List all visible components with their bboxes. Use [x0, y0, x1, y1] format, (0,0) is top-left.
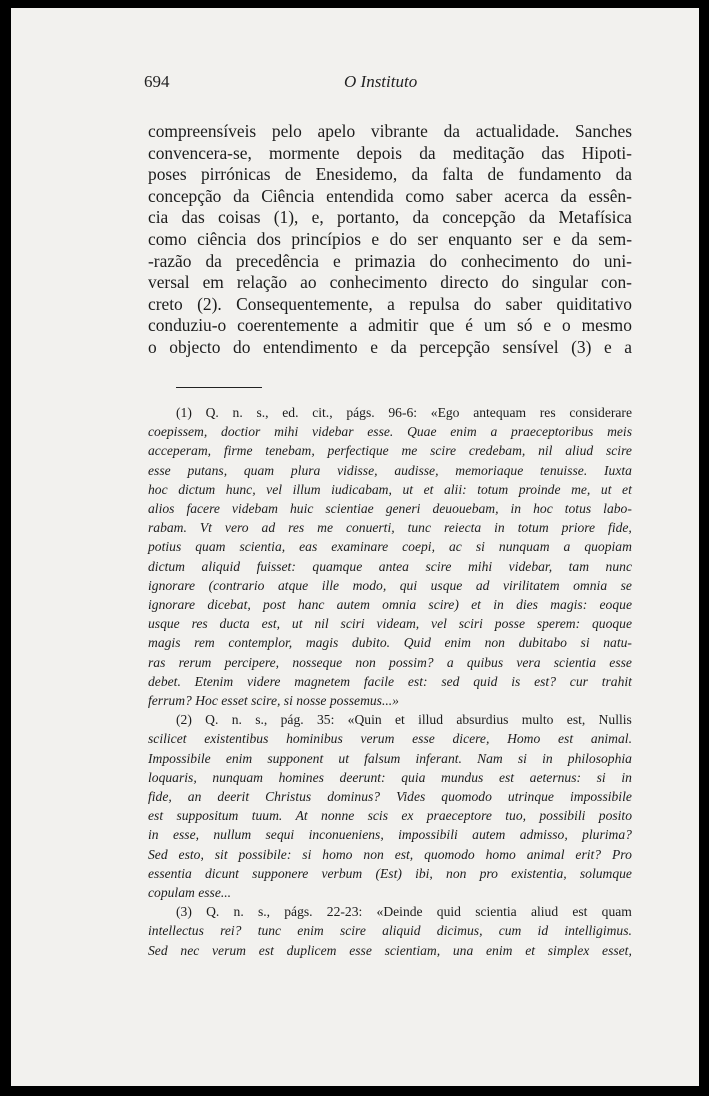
body-line: concepção da Ciência entendida como saber acerca da essên-: [148, 185, 632, 206]
footnote-line: copulam esse...: [148, 885, 232, 901]
body-line: como ciência dos princípios e do ser enquanto ser e da sem-: [148, 228, 632, 249]
footnote-line: ferrum? Hoc esset scire, si nosse possemus...»: [148, 693, 399, 709]
footnote-line: debet. Etenim videre magnetem facile est: sed quid is est? cur trahit: [148, 673, 632, 689]
footnote-line: acceperam, firme tenebam, perfectique me scire credebam, nil aliud scire: [148, 443, 632, 459]
footnote-line: (3) Q. n. s., págs. 22-23: «Deinde quid scientia aliud est quam: [176, 904, 632, 920]
footnote-line: Impossibile enim supponent ut falsum inferant. Nam si in philosophia: [148, 750, 632, 766]
footnote-line: magis rem contemplor, magis dubito. Quid enim non dubitabo si natu-: [148, 635, 632, 651]
body-line: versal em relação ao conhecimento directo do singular con-: [148, 272, 632, 293]
body-line: creto (2). Consequentemente, a repulsa do saber quiditativo: [148, 293, 632, 314]
footnote-1: [148, 403, 632, 710]
book-page: [11, 8, 699, 1086]
footnote-line: in esse, nullum sequi inconueniens, impossibili autem admisso, plurima?: [148, 827, 632, 843]
footnote-line: intellectus rei? tunc enim scire aliquid dicimus, cum id intelligimus.: [148, 923, 632, 939]
footnote-line: (2) Q. n. s., pág. 35: «Quin et illud absurdius multo est, Nullis: [176, 712, 632, 728]
footnote-3: [148, 902, 632, 960]
page-header: [144, 72, 564, 96]
footnote-line: est suppositum tuum. At nonne scis ex praeceptore tuo, possibili posito: [148, 808, 632, 824]
body-line: cia das coisas (1), e, portanto, da concepção da Metafísica: [148, 207, 632, 228]
footnote-line: ignorare (contrario atque ille modo, qui usque ad virilitatem omnia se: [148, 577, 632, 593]
body-line: convencera-se, mormente depois da meditação das Hipoti-: [148, 142, 632, 163]
page-number: 694: [144, 72, 170, 91]
footnote-2: [148, 710, 632, 902]
footnotes: [148, 403, 632, 960]
footnote-line: ras rerum percipere, nosseque non possim? a quibus vera scientia esse: [148, 654, 632, 670]
footnote-line: essentia dicunt supponere verbum (Est) ibi, non pro existentia, solumque: [148, 865, 632, 881]
footnote-line: usque res ducta est, ut nil sciri videam, vel sciri posse sperem: quoque: [148, 616, 632, 632]
footnote-line: hoc dictum hunc, vel illum iudicabam, ut et alii: totum proinde me, ut et: [148, 481, 632, 497]
footnote-line: potius quam scientia, eas examinare coepi, ac si nunquam a quopiam: [148, 539, 632, 555]
footnote-line: alios facere videbam huic scientiae generi deuouebam, in hoc totus labo-: [148, 501, 632, 517]
footnote-line: dictum aliquid fuisset: quamque antea scire mihi videbar, tam nunc: [148, 558, 632, 574]
running-title: O Instituto: [344, 72, 418, 91]
footnote-separator: [176, 387, 262, 388]
footnote-line: coepissem, doctior mihi videbar esse. Quae enim a praeceptoribus meis: [148, 424, 632, 440]
body-line: -razão da precedência e primazia do conhecimento do uni-: [148, 250, 632, 271]
footnote-line: esse putans, quam plura vidisse, audisse, memoriaque tenuisse. Iuxta: [148, 462, 632, 478]
footnote-line: scilicet existentibus hominibus verum esse dicere, Homo est animal.: [148, 731, 632, 747]
footnote-line: (1) Q. n. s., ed. cit., págs. 96-6: «Ego antequam res considerare: [176, 405, 632, 420]
body-line: conduziu-o coerentemente a admitir que é um só e o mesmo: [148, 315, 632, 336]
body-line: compreensíveis pelo apelo vibrante da actualidade. Sanches: [148, 121, 632, 141]
footnote-line: Sed esto, sit possibile: si homo non est, quomodo homo animal erit? Pro: [148, 846, 632, 862]
body-line: poses pirrónicas de Enesidemo, da falta de fundamento da: [148, 164, 632, 185]
footnote-line: rabam. Vt vero ad res me conuerti, tunc reiecta in totum priore fide,: [148, 520, 632, 536]
footnote-line: fide, an deerit Christus dominus? Vides quomodo utrinque impossibile: [148, 789, 632, 805]
footnote-line: Sed nec verum est duplicem esse scientiam, una enim et simplex esset,: [148, 942, 632, 958]
body-text: [148, 121, 632, 359]
body-line: o objecto do entendimento e da percepção sensível (3) e a: [148, 336, 632, 357]
footnote-line: loquaris, nunquam homines deerunt: quia mundus est aeternus: si in: [148, 769, 632, 785]
footnote-line: ignorare dicebat, post hanc autem omnia scire) et in dies magis: eoque: [148, 597, 632, 613]
